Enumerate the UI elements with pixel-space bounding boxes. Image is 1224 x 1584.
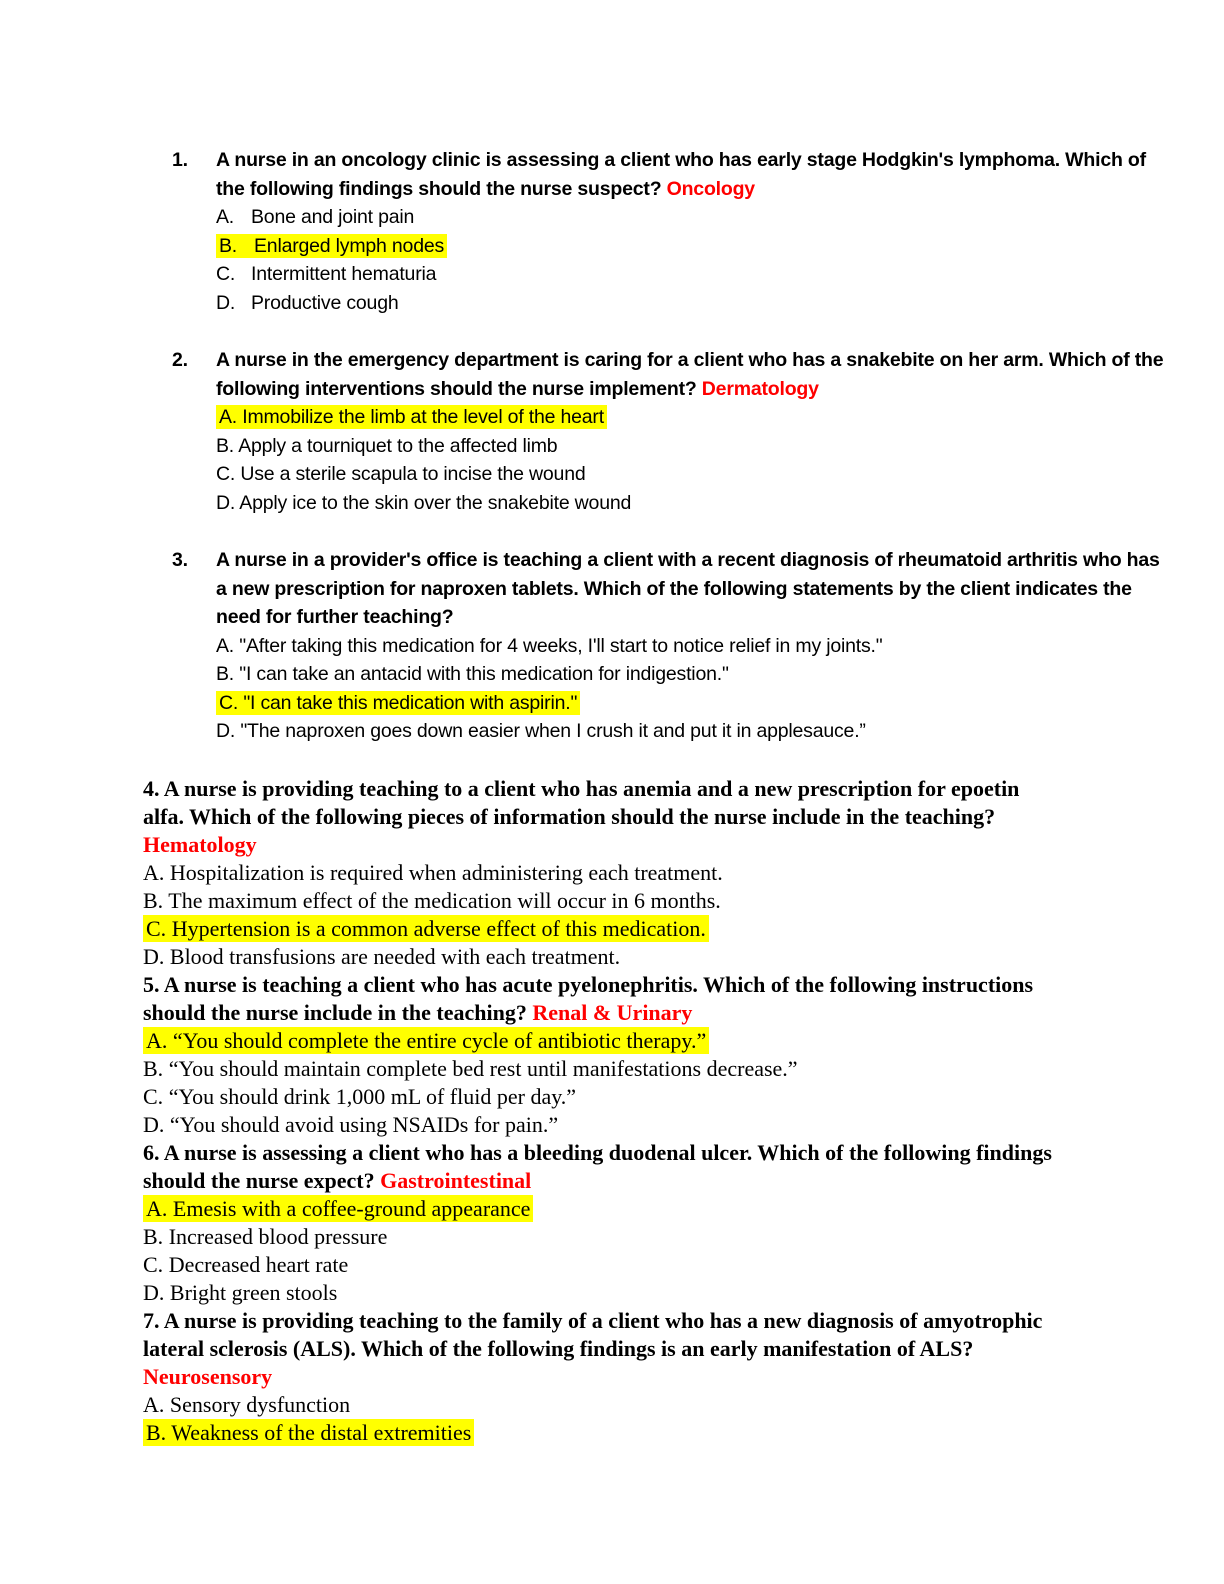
question-text <box>143 1307 1057 1391</box>
question-block-1 <box>172 146 1164 317</box>
option-label: D. <box>143 943 165 969</box>
option-text: Immobilize the limb at the level of the heart <box>242 406 604 428</box>
option-text: The maximum effect of the medication will occur in 6 months. <box>168 887 721 913</box>
question-text <box>216 146 1164 203</box>
option-label: B. <box>216 663 235 685</box>
category-label: Renal & Urinary <box>532 999 693 1025</box>
answer-option <box>143 1391 1057 1419</box>
answer-highlight <box>143 1195 533 1222</box>
category-label: Oncology <box>666 177 755 200</box>
answer-highlight <box>143 915 709 942</box>
option-label: C. <box>143 1251 164 1277</box>
question-block-2 <box>172 346 1164 517</box>
category-label: Neurosensory <box>143 1363 273 1389</box>
option-text: Enlarged lymph nodes <box>254 234 445 257</box>
answer-option <box>143 887 1057 915</box>
option-text: Decreased heart rate <box>168 1251 349 1277</box>
question-stem: A nurse in an oncology clinic is assessing a client who has early stage Hodgkin's lymphoma. Which of the following findings should the nurse suspect? <box>216 149 1146 200</box>
question-number: 4. <box>143 775 160 801</box>
option-label: C. <box>146 915 167 941</box>
question-stem: A nurse is teaching a client who has acute pyelonephritis. Which of the following instructions should the nurse include in the teaching? <box>143 971 1034 1025</box>
option-label: B. <box>146 1419 167 1445</box>
option-text: "The naproxen goes down easier when I crush it and put it in applesauce.” <box>240 720 866 742</box>
option-label: B. <box>219 234 238 257</box>
answer-option <box>216 489 1164 518</box>
answer-option <box>143 859 1057 887</box>
answer-option <box>143 1027 1057 1055</box>
answer-option <box>216 432 1164 461</box>
answer-option <box>143 1111 1057 1139</box>
option-text: “You should drink 1,000 mL of fluid per day.” <box>168 1083 577 1109</box>
question-block-4 <box>143 775 1057 971</box>
option-text: Hypertension is a common adverse effect of this medication. <box>171 915 706 941</box>
answer-highlight <box>143 1027 709 1054</box>
question-text <box>143 1139 1057 1195</box>
question-block-5 <box>143 971 1057 1139</box>
category-label: Dermatology <box>701 377 819 400</box>
answer-option <box>216 289 1164 318</box>
option-label: D. <box>216 291 236 314</box>
question-text <box>216 546 1164 632</box>
option-label: A. <box>143 859 165 885</box>
option-label: B. <box>143 1055 164 1081</box>
option-label: D. <box>216 491 236 514</box>
answer-option <box>143 1223 1057 1251</box>
option-text: Blood transfusions are needed with each treatment. <box>169 943 621 969</box>
question-block-6 <box>143 1139 1057 1307</box>
sans-question-section <box>0 0 1224 746</box>
question-text <box>216 346 1164 403</box>
option-text: “You should complete the entire cycle of antibiotic therapy.” <box>172 1027 707 1053</box>
answer-option <box>143 1419 1057 1447</box>
option-text: “You should avoid using NSAIDs for pain.” <box>169 1111 559 1137</box>
option-text: Use a sterile scapula to incise the wound <box>240 463 586 485</box>
answer-option <box>216 717 1164 746</box>
answer-option <box>216 232 1164 261</box>
question-block-7 <box>143 1307 1057 1447</box>
option-label: C. <box>143 1083 164 1109</box>
answer-option <box>216 660 1164 689</box>
answer-option <box>143 1195 1057 1223</box>
option-text: Sensory dysfunction <box>169 1391 351 1417</box>
option-label: D. <box>216 720 236 742</box>
answer-option <box>216 403 1164 432</box>
option-label: A. <box>216 634 235 657</box>
question-stem: A nurse is assessing a client who has a bleeding duodenal ulcer. Which of the following findings should the nurse expect? <box>143 1139 1052 1193</box>
question-text <box>143 775 1057 859</box>
answer-highlight <box>143 1419 474 1446</box>
option-text: Increased blood pressure <box>168 1223 388 1249</box>
question-number: 3. <box>172 549 188 571</box>
option-label: A. <box>146 1195 168 1221</box>
option-text: Weakness of the distal extremities <box>171 1419 472 1445</box>
option-text: Hospitalization is required when administering each treatment. <box>169 859 723 885</box>
option-text: Apply ice to the skin over the snakebite wound <box>239 491 632 514</box>
answer-option <box>216 460 1164 489</box>
option-label: A. <box>216 206 235 228</box>
option-label: B. <box>216 434 235 457</box>
question-stem: A nurse in a provider's office is teaching a client with a recent diagnosis of rheumatoid arthritis who has a new prescription for naproxen tablets. Which of the following statements by the client indicates the need for further teaching? <box>216 549 1160 628</box>
answer-option <box>143 1083 1057 1111</box>
option-label: C. <box>219 691 239 714</box>
question-stem: A nurse is providing teaching to the family of a client who has a new diagnosis of amyotrophic lateral sclerosis (ALS). Which of the following findings is an early manifestation of ALS? <box>143 1307 1043 1361</box>
answer-option <box>216 203 1164 232</box>
option-label: B. <box>143 1223 164 1249</box>
option-label: C. <box>216 463 236 485</box>
option-text: Emesis with a coffee-ground appearance <box>172 1195 531 1221</box>
category-label: Hematology <box>143 831 257 857</box>
question-stem: A nurse is providing teaching to a client who has anemia and a new prescription for epoetin alfa. Which of the following pieces of information should the nurse include in the teaching? <box>143 775 1020 829</box>
answer-option <box>143 1055 1057 1083</box>
answer-option <box>216 260 1164 289</box>
question-stem: A nurse in the emergency department is caring for a client who has a snakebite on her arm. Which of the following interventions should the nurse implement? <box>216 349 1164 400</box>
option-label: D. <box>143 1111 165 1137</box>
category-label: Gastrointestinal <box>380 1167 532 1193</box>
question-block-3 <box>172 546 1164 746</box>
question-text <box>143 971 1057 1027</box>
option-text: Productive cough <box>251 291 399 314</box>
option-text: Apply a tourniquet to the affected limb <box>238 434 558 457</box>
option-text: Bright green stools <box>169 1279 338 1305</box>
answer-option <box>216 632 1164 661</box>
answer-highlight <box>216 405 607 429</box>
option-text: Bone and joint pain <box>251 206 415 228</box>
answer-option <box>143 915 1057 943</box>
option-label: A. <box>146 1027 168 1053</box>
question-number: 6. <box>143 1139 160 1165</box>
option-label: C. <box>216 263 236 285</box>
option-label: A. <box>219 406 238 428</box>
option-text: "I can take this medication with aspirin." <box>243 691 578 714</box>
answer-option <box>143 1279 1057 1307</box>
question-number: 5. <box>143 971 160 997</box>
serif-question-section <box>0 775 1224 1447</box>
answer-option <box>143 1251 1057 1279</box>
answer-highlight <box>216 691 580 715</box>
option-label: A. <box>143 1391 165 1417</box>
question-number: 2. <box>172 349 188 371</box>
question-number: 7. <box>143 1307 160 1333</box>
answer-highlight <box>216 234 447 258</box>
question-number: 1. <box>172 149 188 171</box>
option-text: "After taking this medication for 4 weeks, I'll start to notice relief in my joints." <box>239 634 883 657</box>
answer-option <box>216 689 1164 718</box>
answer-option <box>143 943 1057 971</box>
option-text: Intermittent hematuria <box>251 263 437 285</box>
option-text: "I can take an antacid with this medication for indigestion." <box>239 663 729 685</box>
option-label: B. <box>143 887 164 913</box>
option-label: D. <box>143 1279 165 1305</box>
option-text: “You should maintain complete bed rest until manifestations decrease.” <box>168 1055 798 1081</box>
